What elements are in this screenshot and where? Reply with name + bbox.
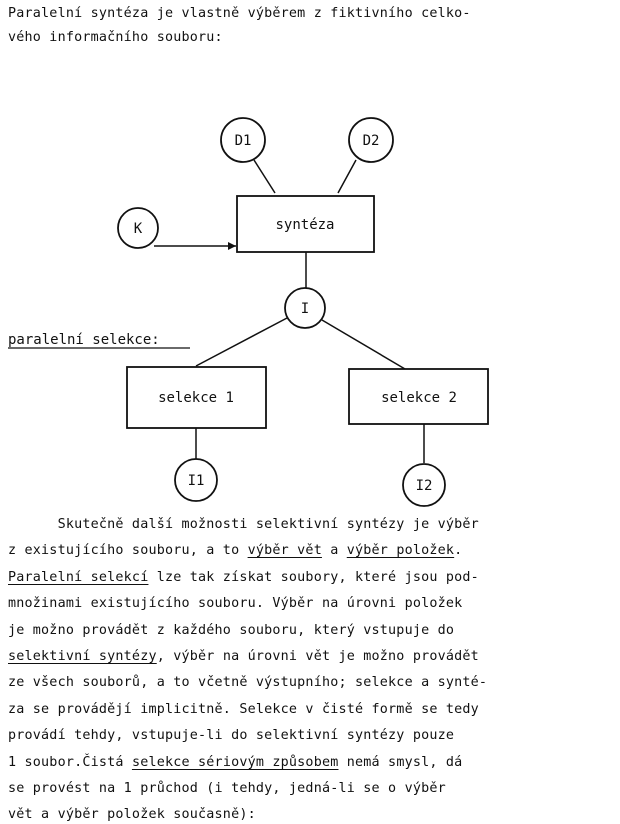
label-selekce-1: selekce 1: [158, 390, 234, 406]
text-run: se provést na 1 průchod (i tehdy, jedná-li se o výběr: [8, 781, 446, 796]
arrow-head: [228, 242, 236, 250]
body-line: [8, 781, 446, 796]
text-run: z existujícího souboru, a to: [8, 543, 248, 559]
text-run: vět a výběr položek současně):: [8, 807, 256, 823]
intro-line: vého informačního souboru:: [8, 30, 223, 45]
text-run: za se provádějí implicitně. Selekce v čisté formě se tedy: [8, 701, 479, 717]
body-line: [8, 649, 479, 664]
body-line: [8, 728, 454, 743]
intro-line: Paralelní syntéza je vlastně výběrem z fiktivního celko-: [8, 6, 471, 21]
edge-d2-synteza: [338, 160, 356, 193]
text-run: je možno provádět z každého souboru, který vstupuje do: [8, 622, 455, 638]
edge-i-selekce2: [322, 320, 405, 369]
text-run: provádí tehdy, vstupuje-li do selektivní syntézy pouze: [8, 728, 455, 744]
body-line: [8, 702, 479, 717]
body-line: [8, 517, 479, 532]
text-run: množinami existujícího souboru. Výběr na úrovni položek: [8, 596, 463, 612]
underlined-term: výběr položek: [346, 543, 455, 559]
label-selekce-2: selekce 2: [381, 390, 457, 406]
edge-d1-synteza: [254, 160, 275, 193]
text-run: , výběr na úrovni vět je možno provádět: [156, 649, 479, 664]
body-line: [8, 596, 462, 611]
body-line: [8, 623, 454, 638]
underlined-term: Paralelní selekcí: [8, 569, 149, 585]
edge-i-selekce1: [196, 318, 287, 366]
body-line: [8, 570, 479, 585]
underlined-term: selekce sériovým způsobem: [131, 754, 339, 770]
text-run: .: [454, 543, 463, 559]
body-line: [8, 807, 256, 822]
label-i2: I2: [415, 478, 433, 494]
underlined-term: selektivní syntézy: [8, 649, 157, 664]
label-d2: D2: [362, 133, 380, 149]
text-run: ze všech souborů, a to včetně výstupního; selekce a synté-: [8, 675, 488, 691]
body-line: [8, 675, 487, 690]
section-label-paralelni-selekce: paralelní selekce:: [8, 332, 160, 348]
label-i1: I1: [187, 473, 205, 489]
label-k: K: [133, 221, 143, 237]
label-synteza: syntéza: [275, 217, 335, 233]
label-d1: D1: [234, 133, 252, 149]
underlined-term: výběr vět: [247, 543, 322, 559]
body-line: [8, 543, 462, 558]
text-run: a: [321, 543, 347, 559]
text-run: Skutečně další možnosti selektivní syntézy je výběr: [8, 517, 479, 532]
text-run: nemá smysl, dá: [338, 754, 463, 770]
text-run: 1 soubor.Čistá: [8, 754, 132, 770]
label-i: I: [300, 301, 310, 317]
text-run: lze tak získat soubory, které jsou pod-: [148, 569, 479, 585]
body-line: [8, 755, 462, 770]
